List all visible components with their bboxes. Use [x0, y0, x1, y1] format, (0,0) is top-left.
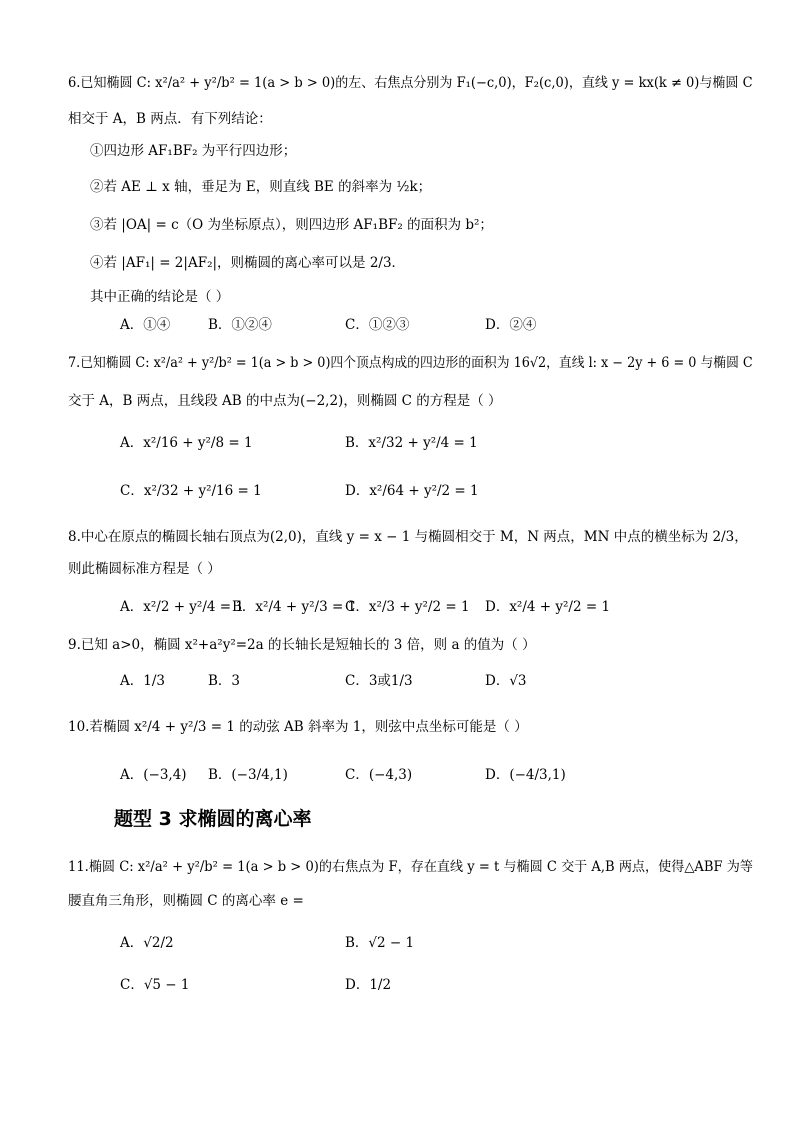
q7-option-c: C．x²/32 + y²/16 = 1 [120, 483, 262, 499]
q10-option-d: D．(−4/3,1) [485, 767, 566, 783]
q11-option-d: D．1/2 [345, 977, 392, 993]
q9-option-a: A．1/3 [120, 673, 165, 689]
section-heading: 题型 3 求椭圆的离心率 [114, 808, 312, 830]
q9-option-c: C．3或1/3 [345, 673, 413, 689]
q7-line2: 交于 A，B 两点，且线段 AB 的中点为(−2,2)，则椭圆 C 的方程是（ ） [68, 393, 502, 409]
q11-option-b: B．√2 − 1 [345, 935, 415, 951]
q10-option-b: B．(−3/4,1) [208, 767, 288, 783]
q11-line2: 腰直角三角形，则椭圆 C 的离心率 e = [68, 893, 304, 909]
q6-statement-1: ①四边形 AF₁BF₂ 为平行四边形； [90, 143, 297, 159]
q8-line2: 则此椭圆标准方程是（ ） [68, 561, 221, 577]
q9-line1: 9.已知 a>0，椭圆 x²+a²y²=2a 的长轴长是短轴长的 3 倍，则 a 的值为（ ） [68, 637, 536, 653]
q9-option-b: B．3 [208, 673, 241, 689]
q11-option-a: A．√2/2 [120, 935, 174, 951]
q6-option-c: C．①②③ [345, 317, 410, 333]
q6-statement-3: ③若 |OA| = c（O 为坐标原点），则四边形 AF₁BF₂ 的面积为 b²； [90, 217, 493, 233]
q7-line1: 7.已知椭圆 C: x²/a² + y²/b² = 1(a > b > 0)四个顶点构成的四边形的面积为 16√2，直线 l: x − 2y + 6 = 0 与椭圆 C [68, 355, 753, 371]
q6-line1: 6.已知椭圆 C: x²/a² + y²/b² = 1(a > b > 0)的左、右焦点分别为 F₁(−c,0)，F₂(c,0)，直线 y = kx(k ≠ 0)与椭圆 C [68, 75, 753, 91]
q7-option-b: B．x²/32 + y²/4 = 1 [345, 435, 478, 451]
q6-option-d: D．②④ [485, 317, 537, 333]
q10-option-c: C．(−4,3) [345, 767, 413, 783]
q8-option-b: B．x²/4 + y²/3 = 1 [232, 599, 357, 615]
q6-question: 其中正确的结论是（ ） [90, 289, 230, 305]
q7-option-a: A．x²/16 + y²/8 = 1 [120, 435, 253, 451]
q6-statement-4: ④若 |AF₁| = 2|AF₂|，则椭圆的离心率可以是 2/3． [90, 255, 406, 271]
q8-option-c: C．x²/3 + y²/2 = 1 [345, 599, 470, 615]
q11-option-c: C．√5 − 1 [120, 977, 190, 993]
q10-option-a: A．(−3,4) [120, 767, 187, 783]
q11-line1: 11.椭圆 C: x²/a² + y²/b² = 1(a > b > 0)的右焦点为 F，存在直线 y = t 与椭圆 C 交于 A,B 两点，使得△ABF 为等 [68, 859, 753, 875]
q8-line1: 8.中心在原点的椭圆长轴右顶点为(2,0)，直线 y = x − 1 与椭圆相交于 M，N 两点，MN 中点的横坐标为 2/3， [68, 529, 748, 545]
q6-option-a: A．①④ [120, 317, 171, 333]
q8-option-d: D．x²/4 + y²/2 = 1 [485, 599, 611, 615]
q10-line1: 10.若椭圆 x²/4 + y²/3 = 1 的动弦 AB 斜率为 1，则弦中点坐标可能是（ ） [68, 719, 528, 735]
q8-option-a: A．x²/2 + y²/4 = 1 [120, 599, 244, 615]
q7-option-d: D．x²/64 + y²/2 = 1 [345, 483, 479, 499]
q9-option-d: D．√3 [485, 673, 527, 689]
q6-statement-2: ②若 AE ⊥ x 轴，垂足为 E，则直线 BE 的斜率为 ½k； [90, 179, 432, 195]
q6-option-b: B．①②④ [208, 317, 272, 333]
q6-line2: 相交于 A，B 两点．有下列结论： [68, 111, 272, 127]
